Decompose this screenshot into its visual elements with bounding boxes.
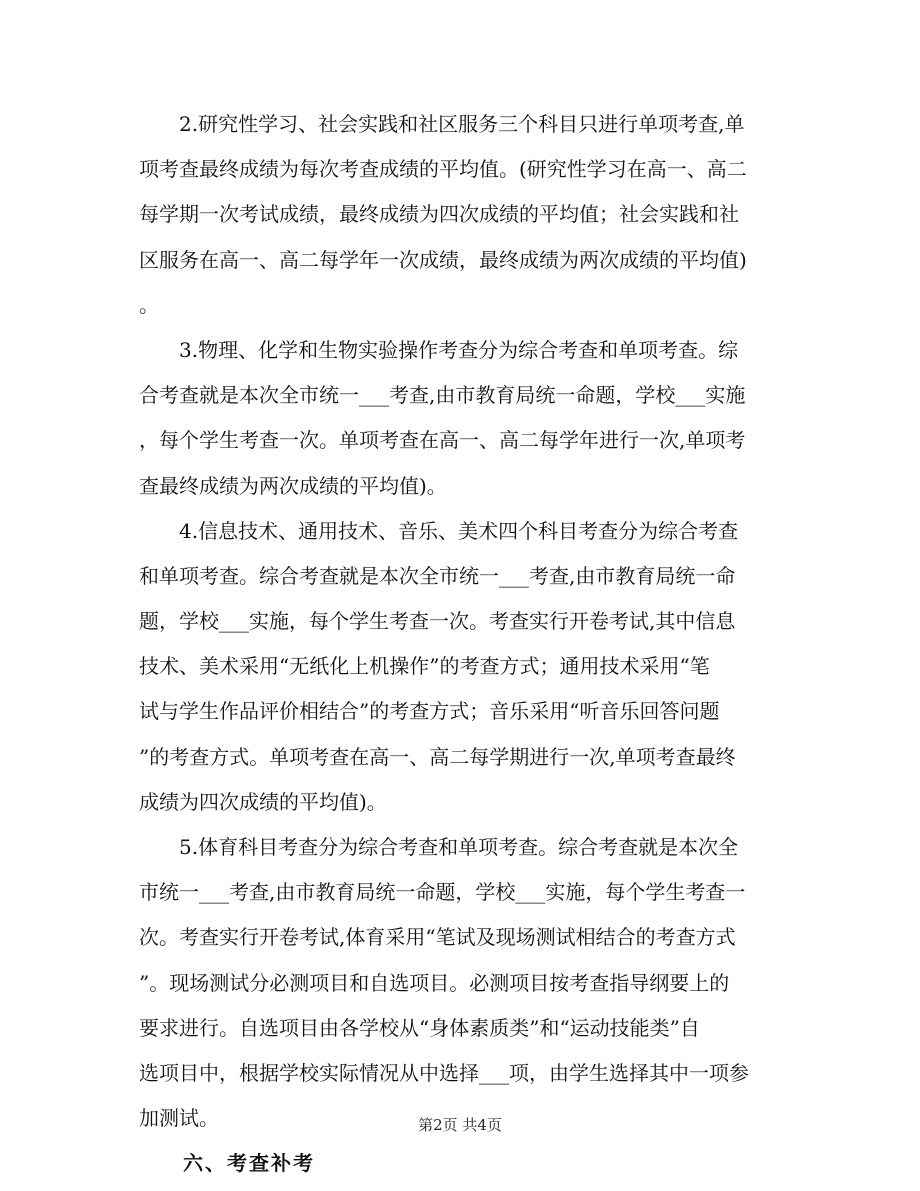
text-line: 合考查就是本次全市统一___考查,由市教育局统一命题，学校___实施 (139, 383, 746, 408)
text-line: 题，学校___实施，每个学生考查一次。考查实行开卷考试,其中信息 (139, 609, 736, 634)
text-line: 每学期一次考试成绩，最终成绩为四次成绩的平均值；社会实践和社 (139, 202, 739, 227)
text-line: 市统一___考查,由市教育局统一命题，学校___实施，每个学生考查一 (139, 880, 746, 905)
text-line: ”。现场测试分必测项目和自选项目。必测项目按考查指导纲要上的 (139, 970, 730, 995)
page-number-footer: 第2页 共4页 (418, 1116, 502, 1134)
text-line: 要求进行。自选项目由各学校从“身体素质类”和“运动技能类”自 (139, 1015, 700, 1040)
text-line: 3.物理、化学和生物实验操作考查分为综合考查和单项考查。综 (139, 337, 739, 362)
text-line: ，每个学生考查一次。单项考查在高一、高二每学年进行一次,单项考 (139, 428, 746, 453)
paragraph-item-4 (139, 509, 779, 825)
text-line: 项考查最终成绩为每次考查成绩的平均值。(研究性学习在高一、高二 (139, 157, 747, 182)
paragraph-item-2 (139, 102, 779, 328)
text-line: 查最终成绩为两次成绩的平均值)。 (139, 473, 447, 498)
text-line: 和单项考查。综合考查就是本次全市统一___考查,由市教育局统一命 (139, 563, 736, 588)
text-line: 5.体育科目考查分为综合考查和单项考查。综合考查就是本次全 (139, 835, 739, 859)
document-body (139, 102, 779, 1187)
paragraph-item-5 (139, 825, 779, 1141)
text-line: 技术、美术采用“无纸化上机操作”的考查方式；通用技术采用“笔 (139, 654, 710, 679)
text-line: 加测试。 (139, 1106, 219, 1131)
text-line: 次。考查实行开卷考试,体育采用“笔试及现场测试相结合的考查方式 (139, 925, 736, 950)
text-line: ”的考查方式。单项考查在高一、高二每学期进行一次,单项考查最终 (139, 744, 736, 769)
text-line: 区服务在高一、高二每学年一次成绩，最终成绩为两次成绩的平均值) (139, 247, 747, 272)
text-line: 成绩为四次成绩的平均值)。 (139, 789, 387, 814)
section-heading: 六、考查补考 (139, 1151, 315, 1176)
text-line: 2.研究性学习、社会实践和社区服务三个科目只进行单项考查,单 (139, 112, 745, 136)
text-line: 4.信息技术、通用技术、音乐、美术四个科目考查分为综合考查 (139, 518, 739, 543)
text-line: 试与学生作品评价相结合”的考查方式；音乐采用“听音乐回答问题 (139, 699, 720, 724)
paragraph-item-3 (139, 328, 779, 509)
text-line: 选项目中，根据学校实际情况从中选择___项，由学生选择其中一项参 (139, 1060, 749, 1085)
text-line: 。 (139, 292, 159, 317)
